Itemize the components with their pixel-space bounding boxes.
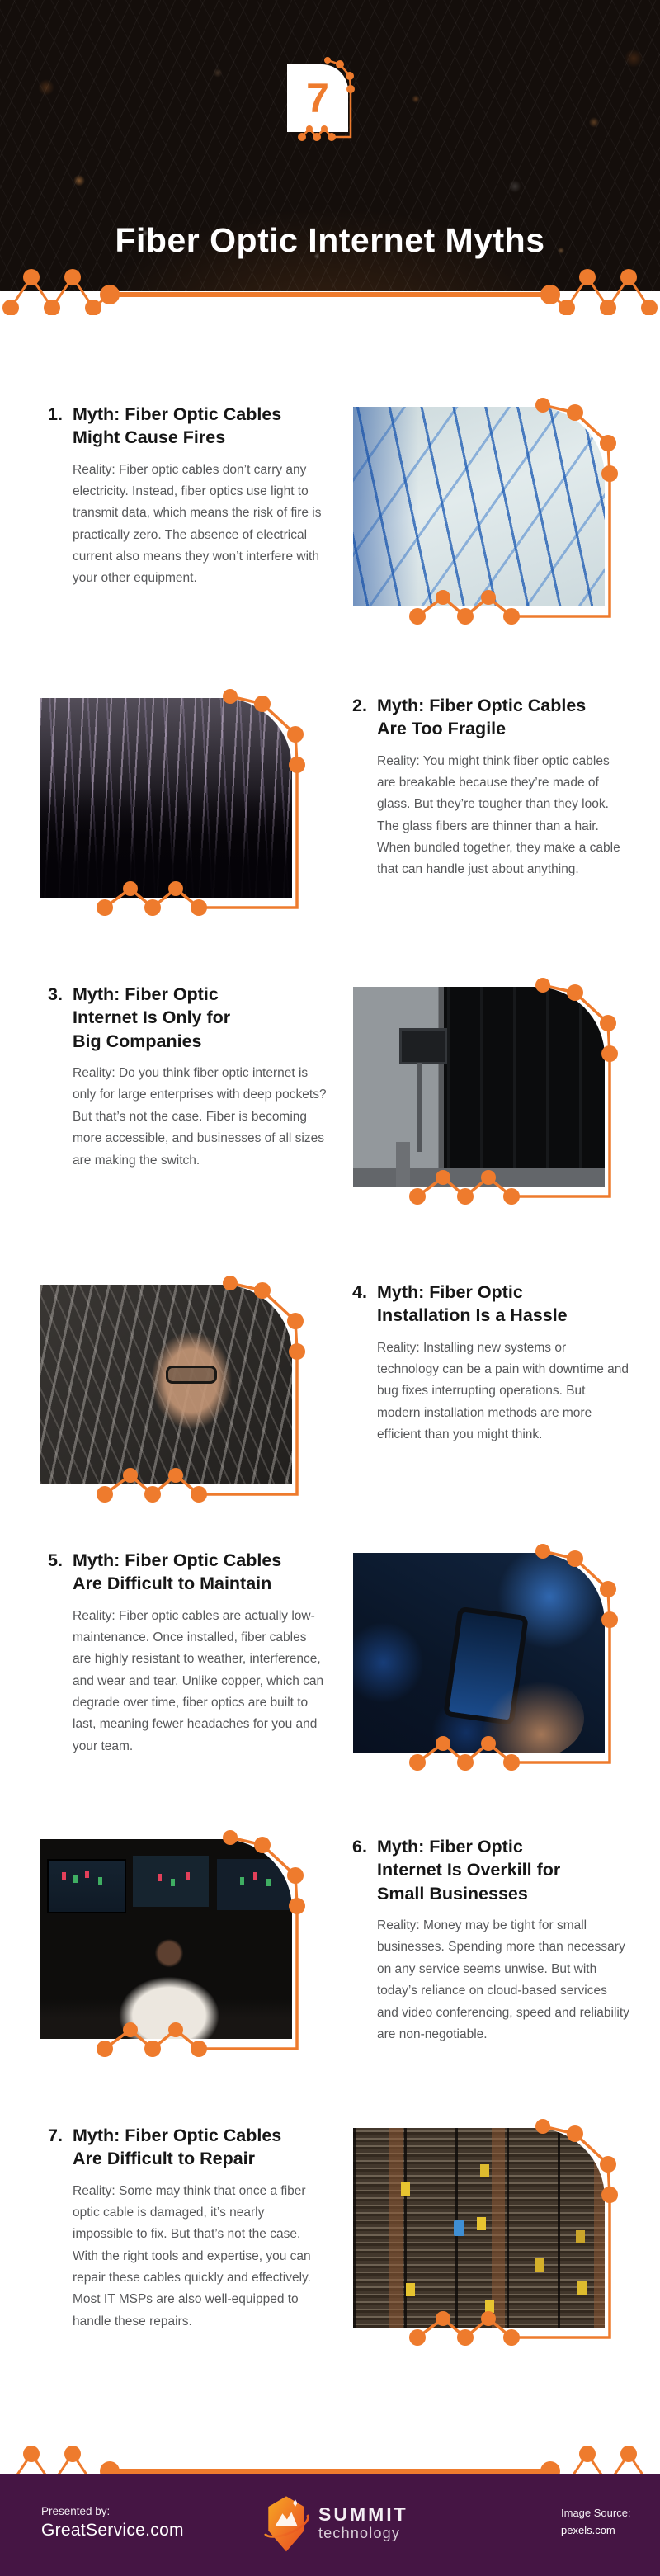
myth-text-block [48, 1549, 332, 1757]
myth-section [0, 2120, 660, 2384]
section-title [48, 2124, 332, 2171]
section-title [48, 403, 332, 450]
myth-section [0, 1276, 660, 1540]
section-title-text: Myth: Fiber Optic Cables Are Difficult to Repair [73, 2125, 282, 2169]
myth-section [0, 1831, 660, 2095]
myth-image-block [40, 1839, 292, 2039]
brand-wordmark [318, 2504, 408, 2541]
section-number: 5. [48, 1550, 63, 1570]
connector-dots-decoration [280, 54, 373, 163]
section-photo [353, 1553, 605, 1753]
myth-image-block [353, 1553, 605, 1753]
section-title-text: Myth: Fiber Optic Internet Is Overkill for Small Businesses [377, 1837, 561, 1904]
section-title [352, 694, 633, 741]
section-photo [353, 407, 605, 606]
myth-text-block [352, 694, 633, 881]
page-title: Fiber Optic Internet Myths [115, 221, 545, 259]
myth-image-block [353, 2128, 605, 2328]
section-body: Reality: Some may think that once a fiber optic cable is damaged, it’s nearly impossible to fix. But that’s not the case. With the right tools and expertise, you can repair these cables quickly and effectively. Most IT MSPs are also well-equipped to handle these repairs. [73, 2183, 311, 2328]
section-photo [40, 1285, 292, 1484]
image-source-label: Image Source: [561, 2507, 631, 2519]
section-photo [40, 698, 292, 898]
section-body: Reality: Do you think fiber optic internet is only for large enterprises with deep pockets? But that’s not the case. Fiber is becoming more accessible, and businesses of all sizes are making the switch. [73, 1066, 327, 1168]
myth-section [0, 399, 660, 663]
section-title [352, 1281, 633, 1328]
section-number: 2. [352, 696, 367, 715]
section-photo [353, 2128, 605, 2328]
myth-image-block [353, 407, 605, 606]
section-number: 7. [48, 2125, 63, 2145]
chart-sparkles [62, 1872, 66, 1880]
section-number: 6. [352, 1837, 367, 1857]
section-number: 4. [352, 1282, 367, 1302]
myth-image-block [40, 698, 292, 898]
brand-logo-block [262, 2492, 408, 2555]
myth-section [0, 1545, 660, 1809]
section-title-text: Myth: Fiber Optic Cables Might Cause Fires [73, 404, 282, 448]
myth-count: 7 [306, 75, 329, 121]
image-source-block [561, 2507, 631, 2536]
section-number: 3. [48, 984, 63, 1004]
header-banner [0, 0, 660, 291]
section-body: Reality: Installing new systems or technology can be a pain with downtime and bug fixes interrupting operations. But modern installation methods are more efficient than you might think. [377, 1340, 629, 1442]
section-body: Reality: Fiber optic cables don’t carry any electricity. Instead, fiber optics use light to transmit data, which means the risk of fire is practically zero. The absence of electrical current also means they won’t interfere with your other equipment. [73, 462, 322, 586]
myth-section [0, 979, 660, 1243]
section-body: Reality: Money may be tight for small businesses. Spending more than necessary on any service seems unwise. But with today’s reliance on cloud-based services and video conferencing, speed and reliability are non-negotiable. [377, 1918, 629, 2041]
myth-image-block [353, 987, 605, 1187]
section-number: 1. [48, 404, 63, 424]
myth-count-badge [287, 64, 348, 132]
section-title-text: Myth: Fiber Optic Cables Are Difficult to Maintain [73, 1550, 282, 1594]
section-body: Reality: Fiber optic cables are actually low-maintenance. Once installed, fiber cables are highly resistant to weather, interference, and wear and tear. Unlike copper, which can degrade over time, fiber optics are built to last, meaning fewer headaches for you and your team. [73, 1608, 324, 1753]
myth-text-block [48, 983, 332, 1172]
footer-bar [0, 2474, 660, 2576]
myth-text-block [352, 1281, 633, 1446]
summit-mountain-logo-icon [262, 2492, 310, 2555]
section-title-text: Myth: Fiber Optic Internet Is Only for Big Companies [73, 984, 231, 1051]
section-title [48, 983, 332, 1053]
section-title-text: Myth: Fiber Optic Cables Are Too Fragile [377, 696, 587, 739]
section-title [352, 1835, 633, 1905]
myth-section [0, 690, 660, 954]
brand-subtitle: technology [318, 2524, 401, 2541]
section-title [48, 1549, 332, 1596]
network-line-divider [0, 269, 660, 315]
image-source-link[interactable]: pexels.com [561, 2524, 615, 2536]
presented-by-block [41, 2505, 184, 2541]
myth-text-block [352, 1835, 633, 2045]
section-photo [353, 987, 605, 1187]
section-title-text: Myth: Fiber Optic Installation Is a Hassle [377, 1282, 568, 1326]
section-body: Reality: You might think fiber optic cables are breakable because they’re made of glass. But they’re tougher than they look. The glass fibers are thinner than a hair. When bundled together, they make a cable that can handle just about anything. [377, 753, 620, 877]
presented-by-label: Presented by: [41, 2505, 111, 2517]
myth-image-block [40, 1285, 292, 1484]
section-photo [40, 1839, 292, 2039]
myth-text-block [48, 2124, 332, 2333]
myth-text-block [48, 403, 332, 590]
presented-by-link[interactable]: GreatService.com [41, 2521, 184, 2540]
brand-name: SUMMIT [318, 2503, 408, 2526]
